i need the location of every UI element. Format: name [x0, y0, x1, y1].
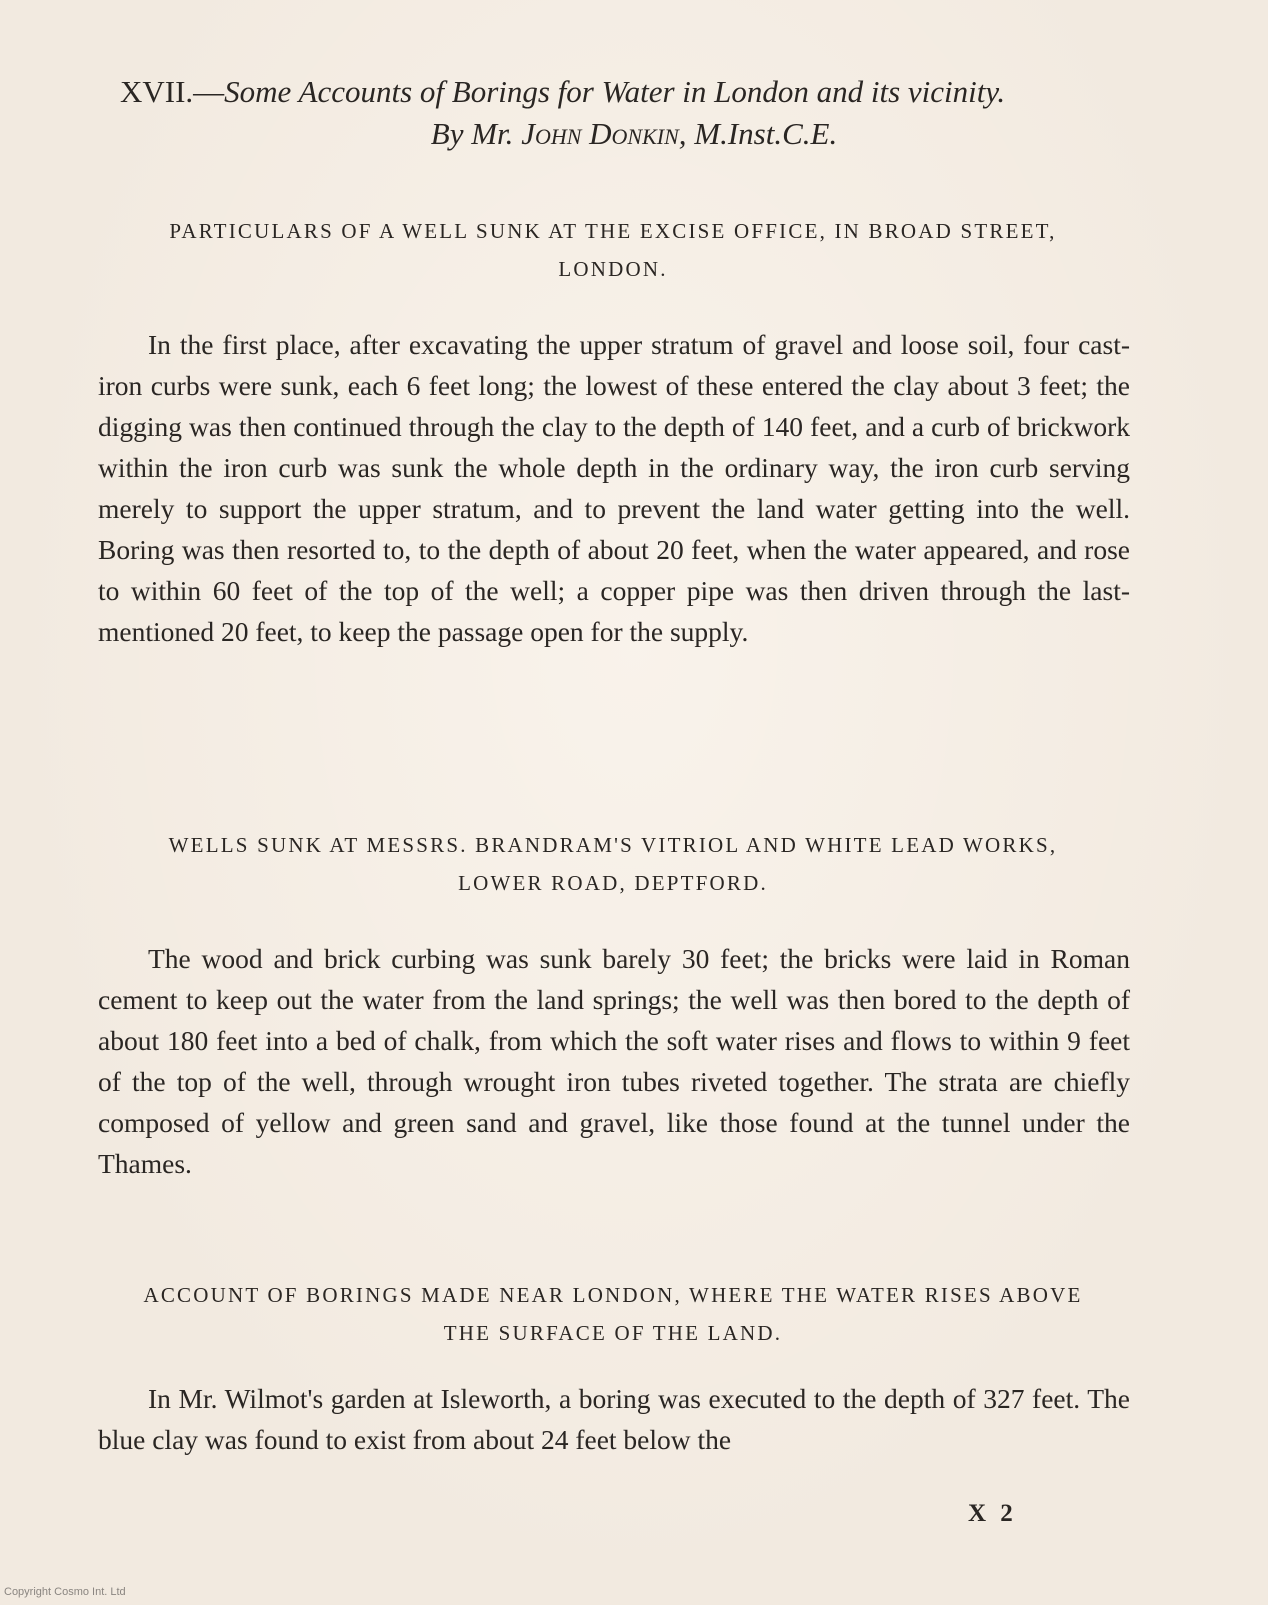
paragraph-borings-near-london: In Mr. Wilmot's garden at Isleworth, a boring was executed to the depth of 327 feet. The blue clay was found to exist from about 24 feet below the: [98, 1383, 1130, 1455]
section-heading-excise-office: [96, 212, 1130, 288]
article-title: [120, 72, 1130, 112]
heading-line: ACCOUNT OF BORINGS MADE NEAR LONDON, WHERE THE WATER RISES ABOVE: [143, 1283, 1083, 1307]
article-number: XVII.: [120, 74, 194, 109]
heading-line: LONDON.: [558, 257, 668, 281]
signature-mark: X 2: [968, 1500, 1017, 1527]
byline-prefix: By Mr.: [430, 116, 514, 151]
copyright-watermark: Copyright Cosmo Int. Ltd: [4, 1586, 126, 1598]
author-name: John Donkin: [521, 116, 679, 151]
paragraph-excise-office: In the first place, after excavating the upper stratum of gravel and loose soil, four cast-iron curbs were sunk, each 6 feet long; the lowest of these entered the clay about 3 feet; the digging was then continued through the clay to the depth of 140 feet, and a curb of brickwork within the iron curb was sunk the whole depth in the ordinary way, the iron curb serving merely to support the upper stratum, and to prevent the land water getting into the well. Boring was then resorted to, to the depth of about 20 feet, when the water appeared, and rose to within 60 feet of the top of the well; a copper pipe was then driven through the last-mentioned 20 feet, to keep the passage open for the supply.: [98, 329, 1130, 647]
article-byline: [0, 114, 1268, 154]
article-title-text: Some Accounts of Borings for Water in London and its vicinity.: [224, 74, 1006, 109]
section-heading-brandram-works: [96, 826, 1130, 902]
heading-line: LOWER ROAD, DEPTFORD.: [458, 871, 768, 895]
heading-line: THE SURFACE OF THE LAND.: [443, 1321, 783, 1345]
author-suffix: , M.Inst.C.E.: [678, 116, 838, 151]
heading-line: PARTICULARS OF A WELL SUNK AT THE EXCISE OFFICE, IN BROAD STREET,: [169, 219, 1057, 243]
paragraph-brandram-works: The wood and brick curbing was sunk barely 30 feet; the bricks were laid in Roman cement to keep out the water from the land springs; the well was then bored to the depth of about 180 feet into a bed of chalk, from which the soft water rises and flows to within 9 feet of the top of the well, through wrought iron tubes riveted together. The strata are chiefly composed of yellow and green sand and gravel, like those found at the tunnel under the Thames.: [98, 943, 1130, 1179]
heading-line: WELLS SUNK AT MESSRS. BRANDRAM'S VITRIOL AND WHITE LEAD WORKS,: [168, 833, 1058, 857]
title-dash: —: [193, 74, 225, 109]
section-heading-borings-near-london: [96, 1276, 1130, 1352]
